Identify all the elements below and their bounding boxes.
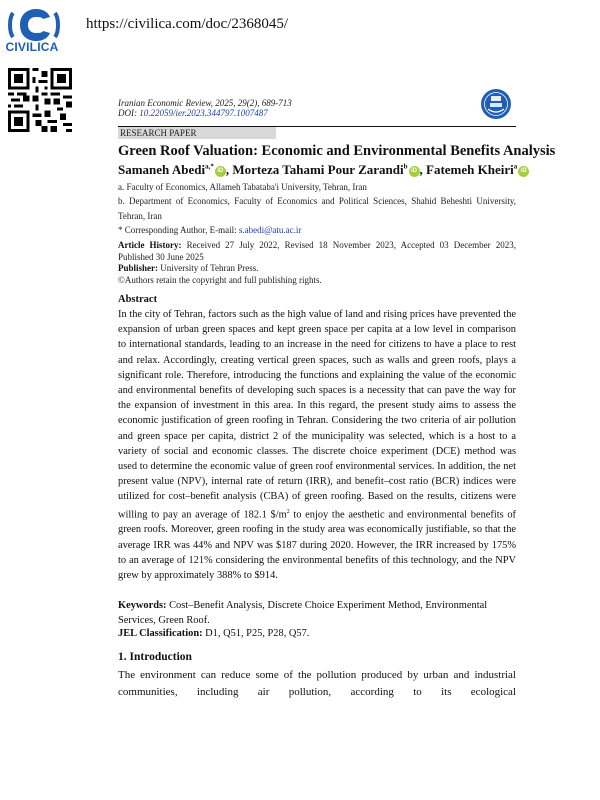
- doi-line: [118, 108, 268, 118]
- keywords-label: Keywords:: [118, 600, 167, 611]
- affiliation: a. Faculty of Economics, Allameh Tabataba'i University, Tehran, Iran: [118, 182, 367, 192]
- publisher-line: [118, 263, 516, 275]
- superscript: 2: [286, 508, 290, 515]
- corresponding-label: * Corresponding Author, E-mail:: [118, 225, 239, 235]
- abstract-heading: Abstract: [118, 294, 158, 305]
- history-text: Received 27 July 2022, Revised 18 November 2023, Accepted 03 December 2023, Published 30 June 2025: [118, 240, 516, 262]
- orcid-icon[interactable]: iD: [518, 166, 529, 177]
- author-name: Morteza Tahami Pour Zarandi: [232, 162, 404, 177]
- orcid-icon[interactable]: iD: [215, 166, 226, 177]
- section-heading-introduction: 1. Introduction: [118, 651, 192, 663]
- author-affiliation-mark: b: [403, 162, 408, 171]
- history-label: Article History:: [118, 240, 182, 250]
- article-meta: [118, 240, 516, 286]
- document-url[interactable]: https://civilica.com/doc/2368045/: [86, 16, 289, 32]
- jel-label: JEL Classification:: [118, 628, 203, 639]
- university-of-tehran-logo: [480, 88, 512, 120]
- jel-classification: [118, 628, 309, 639]
- article-type-label: RESEARCH PAPER: [118, 127, 276, 139]
- abstract-part: to enjoy the aesthetic and environmental benefits of green roofs. Moreover, green roofing in the study area was economically justifiable, so that the average IRR was 44% and NPV was $187 during 2020. However, the IRR increased by 175% to an average of 121% considering the environmental benefits of this technology, and the NPV grew by approximately 388% to $914.: [118, 509, 516, 581]
- doi-link[interactable]: 10.22059/ier.2023.344797.1007487: [139, 108, 268, 118]
- corresponding-email-link[interactable]: s.abedi@atu.ac.ir: [238, 225, 302, 235]
- keywords-text: Cost–Benefit Analysis, Discrete Choice Experiment Method, Environmental Services, Green Roof.: [118, 600, 488, 627]
- publisher-text: University of Tehran Press.: [158, 263, 259, 273]
- abstract-part: In the city of Tehran, factors such as the high value of land and rising prices have prevented the expansion of urban green spaces and kept green space per capita at a low level in comparison to international standards, leading to an increase in the need for citizens to have a place to rest and relax. Accordingly, creating vertical green spaces, such as walls and green roofs, plays a significant role. Therefore, introducing the functions and explaining the value of the economic and environmental benefits of developing such spaces is a necessity that can pave the way for the expansion of investment in this area. In this regard, the present study aims to assess the economic justification of green roofing in Tehran. Considering the two criteria of air pollution and green space per capita, district 2 of the municipality was selected, which is a host to a variety of social and economic classes. The discrete choice experiment (DCE) method was used to determine the economic value of green roof environmental services. In addition, the net present value (NPV), internal rate of return (IRR), and benefit–cost ratio (BCR) indices were utilized for cost–benefit analysis (CBA) of green roofing. Based on the results, citizens were willing to pay an average of 182.1 $/m: [118, 309, 516, 521]
- author-list: Samaneh Abedi$^{a,*}$iD , Morteza Tahami Pour Zarandi$^b$iD , Fatemeh Kheiri$^a$iD: [118, 162, 529, 178]
- publisher-label: Publisher:: [118, 263, 159, 273]
- orcid-icon[interactable]: iD: [409, 166, 420, 177]
- journal-citation: Iranian Economic Review, 2025, 29(2), 689-713: [118, 98, 292, 108]
- qr-code-icon: [8, 68, 72, 132]
- copyright-line: ©Authors retain the copyright and full publishing rights.: [118, 274, 322, 285]
- author-name: Samaneh Abedi: [118, 162, 206, 177]
- article-history: [118, 240, 516, 263]
- civilica-brand-text: CIVILICA: [5, 40, 59, 54]
- paper-title: Green Roof Valuation: Economic and Environmental Benefits Analysis: [118, 143, 556, 159]
- abstract-text: [118, 307, 516, 583]
- author-affiliation-mark: a: [513, 162, 518, 171]
- keywords: [118, 598, 516, 628]
- corresponding-author: [118, 223, 516, 238]
- jel-text: D1, Q51, P25, P28, Q57.: [202, 628, 310, 639]
- civilica-c-icon: [8, 8, 60, 42]
- author-name: Fatemeh Kheiri: [426, 162, 514, 177]
- author-affiliation-mark: a,*: [205, 162, 214, 171]
- introduction-text: The environment can reduce some of the pollution produced by urban and industrial communities, including air pollution, according to its ecological: [118, 669, 516, 698]
- doi-label: DOI:: [118, 108, 140, 118]
- affiliation: b. Department of Economics, Faculty of Economics and Political Sciences, Shahid Beheshti University, Tehran, Iran: [118, 196, 516, 221]
